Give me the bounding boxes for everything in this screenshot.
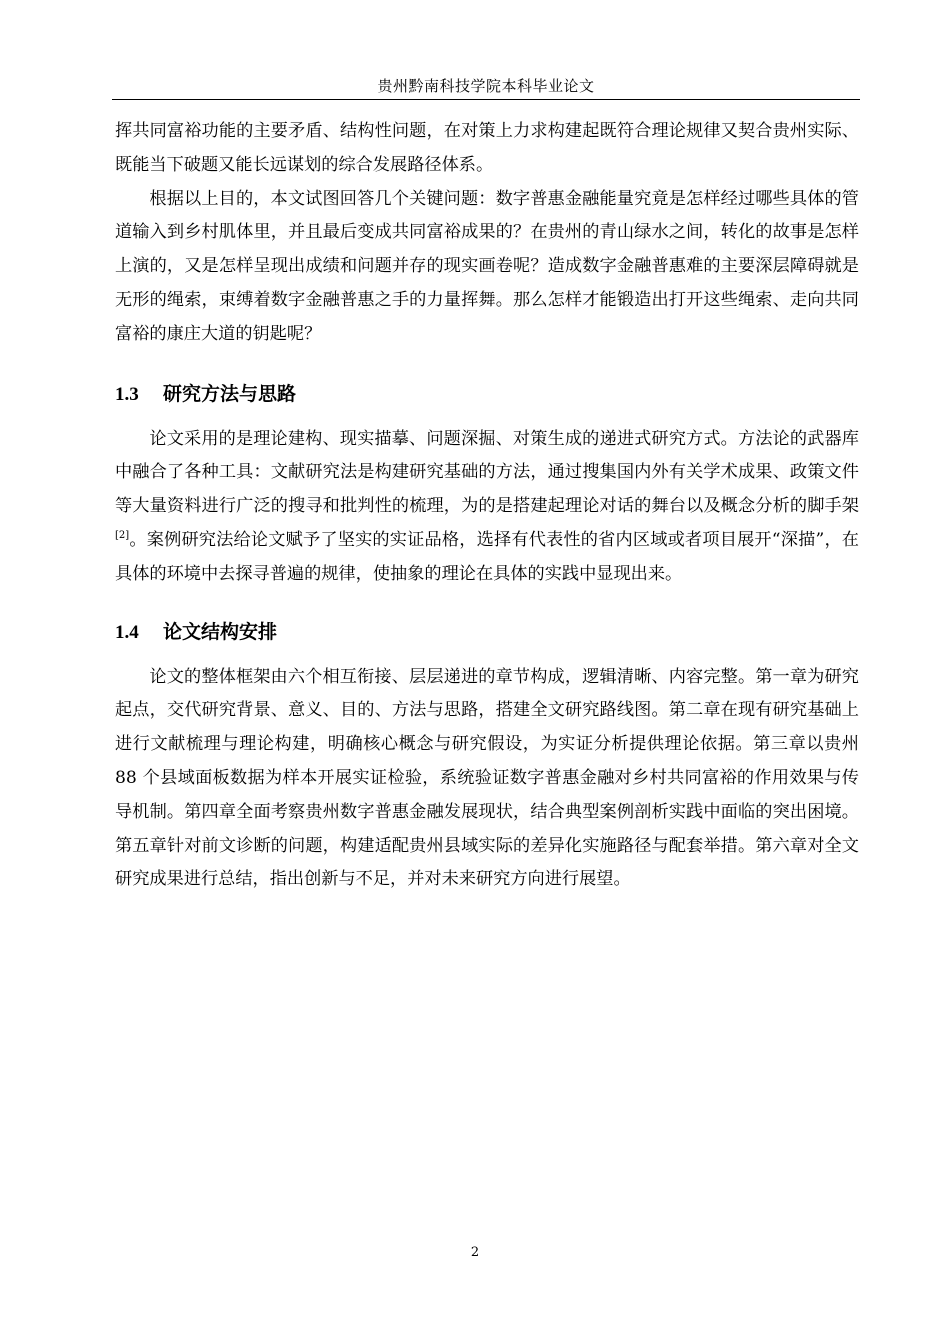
section-heading-1-3: [115, 380, 859, 409]
section-title: 论文结构安排: [163, 620, 278, 643]
paragraph-continued: 挥共同富裕功能的主要矛盾、结构性问题，在对策上力求构建起既符合理论规律又契合贵州实际、既能当下破题又能长远谋划的综合发展路径体系。: [115, 121, 859, 175]
running-header: 贵州黔南科技学院本科毕业论文: [377, 77, 595, 95]
paragraph-text: 。案例研究法给论文赋予了坚实的实证品格，选择有代表性的省内区域或者项目展开“深描”，在具体的环境中去探寻普遍的规律，使抽象的理论在具体的实践中显现出来。: [115, 529, 859, 584]
paragraph-text: 论文采用的是理论建构、现实描摹、问题深掘、对策生成的递进式研究方式。方法论的武器库中融合了各种工具：文献研究法是构建研究基础的方法，通过搜集国内外有关学术成果、政策文件等大量资料进行广泛的搜寻和批判性的梳理，为的是搭建起理论对话的舞台以及概念分析的脚手架: [115, 428, 859, 517]
section-number: 1.3: [115, 383, 139, 405]
paragraph-key-questions: 根据以上目的，本文试图回答几个关键问题：数字普惠金融能量究竟是怎样经过哪些具体的管道输入到乡村肌体里，并且最后变成共同富裕成果的？在贵州的青山绿水之间，转化的故事是怎样上演的，又是怎样呈现出成绩和问题并存的现实画卷呢？造成数字金融普惠难的主要深层障碍就是无形的绳索，束缚着数字金融普惠之手的力量挥舞。那么怎样才能锻造出打开这些绳索、走向共同富裕的康庄大道的钥匙呢？: [115, 188, 859, 344]
paragraph-thesis-structure: 论文的整体框架由六个相互衔接、层层递进的章节构成，逻辑清晰、内容完整。第一章为研究起点，交代研究背景、意义、目的、方法与思路，搭建全文研究路线图。第二章在现有研究基础上进行文献梳理与理论构建，明确核心概念与研究假设，为实证分析提供理论依据。第三章以贵州 88 个县域面板数据为样本开展实证检验，系统验证数字普惠金融对乡村共同富裕的作用效果与传导机制。第四章全面考察贵州数字普惠金融发展现状，结合典型案例剖析实践中面临的突出困境。第五章针对前文诊断的问题，构建适配贵州县域实际的差异化实施路径与配套举措。第六章对全文研究成果进行总结，指出创新与不足，并对未来研究方向进行展望。: [115, 666, 859, 890]
section-heading-1-4: [115, 618, 859, 647]
section-number: 1.4: [115, 621, 139, 643]
header-rule: [112, 99, 860, 100]
citation-ref: [2]: [115, 529, 130, 541]
paragraph-research-methods: [115, 423, 859, 592]
page-body: [115, 115, 859, 897]
section-title: 研究方法与思路: [163, 382, 297, 405]
page-number: 2: [470, 1245, 480, 1260]
